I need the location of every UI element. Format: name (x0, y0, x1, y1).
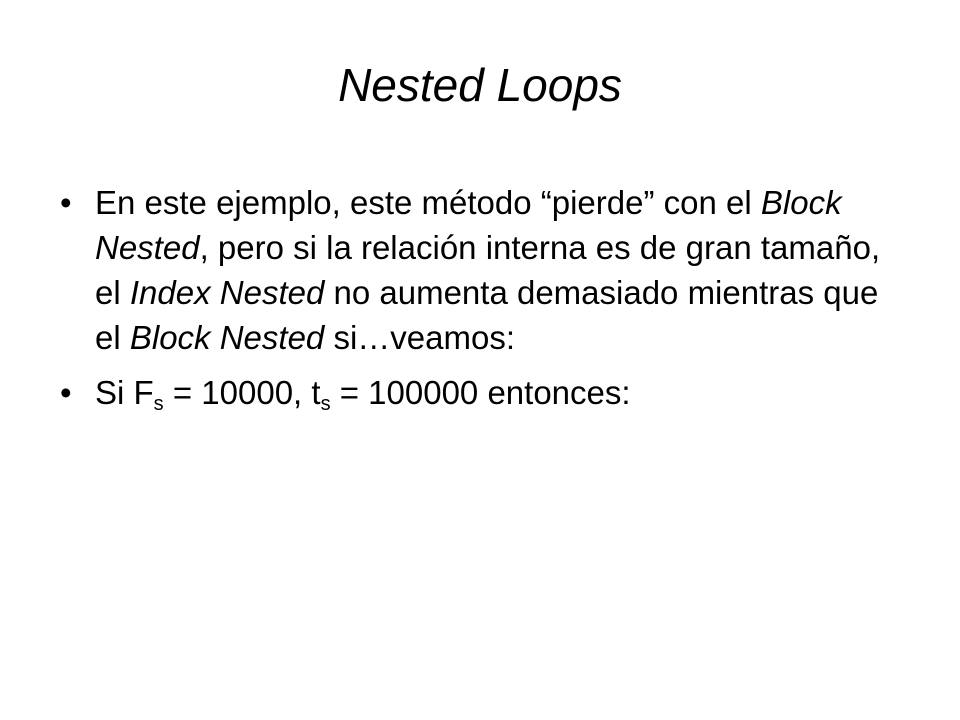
bullet-item-values (60, 370, 890, 427)
subscript: s (320, 393, 331, 415)
slide-title: Nested Loops (338, 59, 622, 111)
bullet-text: , pero si la relación interna es de gran tamaño, el (95, 229, 881, 311)
bullet-dot-icon: • (60, 374, 72, 411)
bullet-italic-term: Block Nested (129, 319, 325, 356)
bullet-text: = 10000, t (163, 374, 321, 411)
bullet-text: En este ejemplo, este método “pierde” con el (95, 184, 761, 221)
subscript: s (153, 393, 164, 415)
bullet-italic-term: Block Nested (95, 184, 842, 266)
bullet-text: Si F (95, 374, 154, 411)
bullet-item-comparison (60, 180, 890, 360)
bullet-text: si…veamos: (324, 319, 516, 356)
bullet-text: = 100000 entonces: (330, 374, 631, 411)
bullet-dot-icon: • (60, 184, 72, 221)
bullet-italic-term: Index Nested (129, 274, 325, 311)
bullet-text: no aumenta demasiado mientras que el (95, 274, 879, 356)
bullet-list (60, 180, 890, 437)
